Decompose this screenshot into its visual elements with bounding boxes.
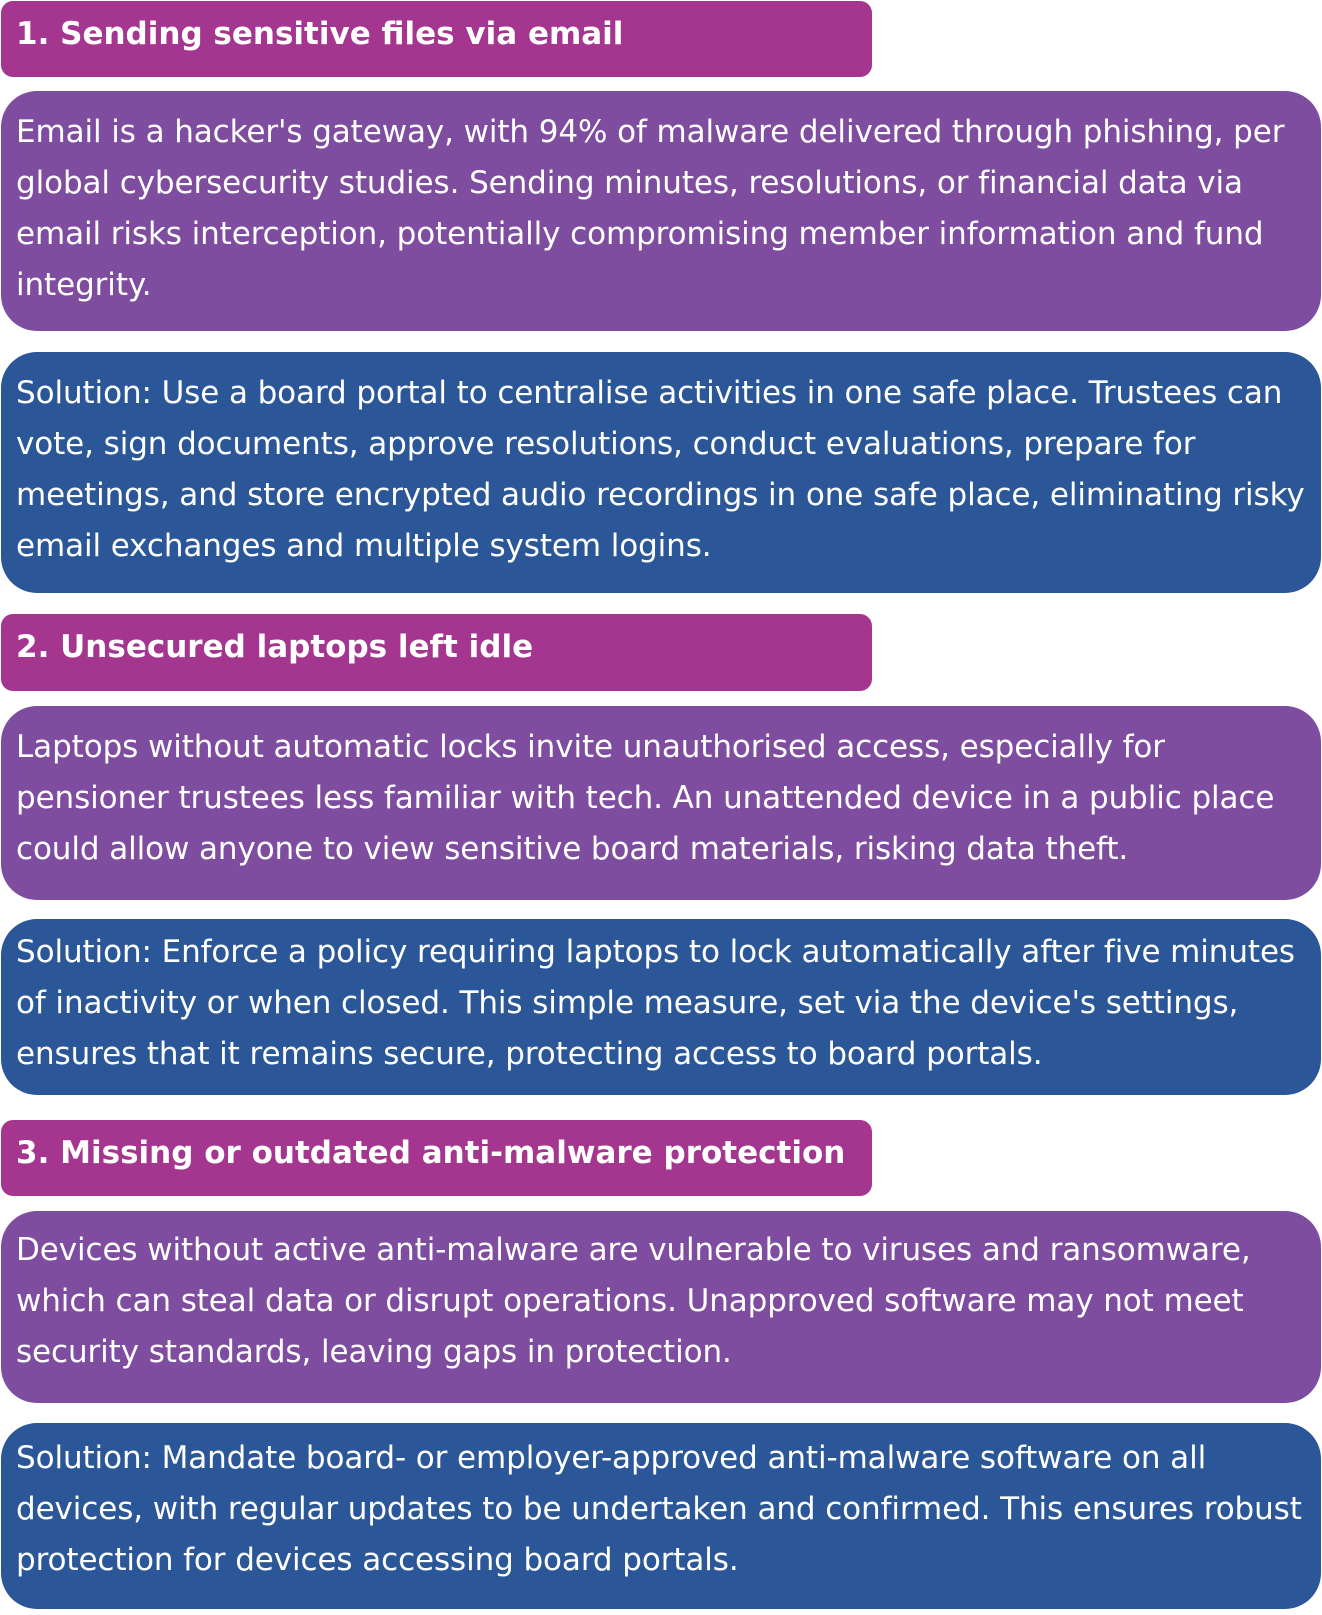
- section-3-problem: Devices without active anti-malware are vulnerable to viruses and ransomware, which can steal data or disrupt operations. Unapproved software may not meet security standards, leaving gaps in protection.: [1, 1211, 1321, 1403]
- section-3-solution: Solution: Mandate board- or employer-approved anti-malware software on all devices, with regular updates to be undertaken and confirmed. This ensures robust protection for devices accessing board portals.: [1, 1423, 1321, 1609]
- section-2-solution: Solution: Enforce a policy requiring laptops to lock automatically after five minutes of inactivity or when closed. This simple measure, set via the device's settings, ensures that it remains secure, protecting access to board portals.: [1, 919, 1321, 1095]
- section-2-problem: Laptops without automatic locks invite unauthorised access, especially for pensioner trustees less familiar with tech. An unattended device in a public place could allow anyone to view sensitive board materials, risking data theft.: [1, 706, 1321, 900]
- section-3-heading: 3. Missing or outdated anti-malware protection: [1, 1120, 872, 1196]
- section-2-heading: 2. Unsecured laptops left idle: [1, 614, 872, 691]
- section-1-heading: 1. Sending sensitive files via email: [1, 1, 872, 77]
- section-1-problem: Email is a hacker's gateway, with 94% of malware delivered through phishing, per global cybersecurity studies. Sending minutes, resolutions, or financial data via email risks interception, potentially compromising member information and fund integrity.: [1, 91, 1321, 331]
- section-1-solution: Solution: Use a board portal to centralise activities in one safe place. Trustees can vote, sign documents, approve resolutions, conduct evaluations, prepare for meetings, and store encrypted audio recordings in one safe place, eliminating risky email exchanges and multiple system logins.: [1, 352, 1321, 593]
